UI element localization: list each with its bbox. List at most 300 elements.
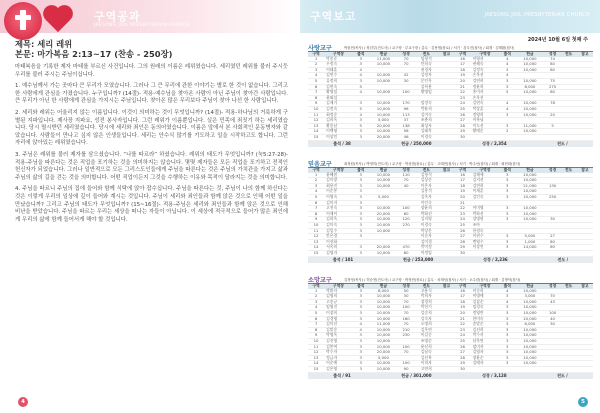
table-cell: 윤혜원 <box>324 173 353 178</box>
table-cell: 1 <box>308 289 324 294</box>
table-cell: 문인옥 <box>414 78 438 84</box>
column-header: 출석 <box>353 52 369 57</box>
table-cell: 100 <box>398 361 414 367</box>
table-cell: 5 <box>353 123 369 129</box>
table-cell: 15 <box>308 134 324 140</box>
column-header: 전도 <box>561 284 577 289</box>
table-cell: 고진숙 <box>324 206 353 212</box>
table-cell: 최성자 <box>414 123 438 129</box>
table-cell <box>471 250 500 256</box>
table-cell: 황명임 <box>414 90 438 96</box>
table-cell: 3 <box>353 118 369 124</box>
table-cell: 고송규 <box>324 299 353 305</box>
table-cell: 3 <box>499 173 515 178</box>
table-cell: 18 <box>454 299 470 305</box>
column-header: 구역 <box>308 168 324 173</box>
table-cell: 18 <box>454 183 470 189</box>
table-cell: 3 <box>353 305 369 311</box>
table-cell: 4 <box>499 299 515 305</box>
table-cell: 이상언 <box>471 245 500 251</box>
table-cell: 권해숙 <box>471 62 500 68</box>
table-cell: 11 <box>308 228 324 234</box>
column-header: 성경 <box>398 52 414 57</box>
table-row <box>308 366 593 372</box>
table-cell: 최용진 <box>324 183 353 189</box>
table-cell: 16 <box>454 173 470 178</box>
left-header-subtitle: JAESONG JOIL PRESBYTERIAN CHURCH <box>94 23 190 28</box>
lesson-paragraph: 4. 주님을 따르니 주님의 집에 들어와 함께 식탁에 앉아 잡수십니다. 주님을 따른다는 것, 주님이 나의 함께 하신다는 것은 이렇게 우리의 일상에 깊이 들어와 계시는 것입니다. 주님이 세리와 죄인들과 함께 앉은 것으로 인해 어떤 일을 만났습니까? 그리고 주님의 태도가 무엇입니까? (15~16절)- 적용-주님은 세리와 죄인들과 함께 앉은 것으로 인해 비난을 받았습니다. 주님을 따르는 우리는 세상을 떠나는 자들이 아닙니다. 이 세상에 적극적으로 들어가 많은 죄인에게 우리의 삶에 함께 들어서게 해야 할 것입니다. <box>15 186 288 223</box>
table-cell: 김연수 <box>324 73 353 79</box>
table-cell: 5,000 <box>369 194 398 200</box>
table-cell: 3 <box>353 129 369 135</box>
table-cell: 96 <box>398 106 414 112</box>
table-cell: 3 <box>499 344 515 350</box>
summary-value: 전도 / <box>557 372 568 378</box>
table-cell: 6 <box>308 316 324 322</box>
table-cell: 윤선희 <box>414 344 438 350</box>
table-cell: 28 <box>454 239 470 245</box>
table-cell: 13 <box>308 123 324 129</box>
column-header: 구역장 <box>471 52 500 57</box>
table-cell: 8 <box>308 95 324 101</box>
column-header: 구역 <box>454 52 470 57</box>
table-cell: 70 <box>398 57 414 62</box>
table-cell: 3 <box>353 366 369 372</box>
table-cell: 김미숙 <box>414 112 438 118</box>
table-cell: 3 <box>353 338 369 344</box>
table-cell: 20,000 <box>369 134 398 140</box>
table-cell: 80 <box>545 62 561 68</box>
table-cell: 27 <box>454 118 470 124</box>
table-cell: 9 <box>308 333 324 339</box>
table-cell: 4 <box>499 289 515 294</box>
table-cell: 10,000 <box>515 90 544 96</box>
table-cell: 박하선 <box>471 211 500 217</box>
column-header: 구역 <box>308 284 324 289</box>
table-cell: 3 <box>499 206 515 212</box>
table-cell: 20,000 <box>369 245 398 251</box>
district-name: 믿음교구 <box>308 161 332 168</box>
table-cell: 이순애 <box>324 361 353 367</box>
table-cell: 21,000 <box>515 183 544 189</box>
column-header: 참고 <box>438 284 454 289</box>
table-cell: 2 <box>308 178 324 184</box>
table-cell: 3 <box>499 316 515 322</box>
table-cell <box>438 366 454 372</box>
table-cell: 22 <box>454 90 470 96</box>
column-header: 참고 <box>438 52 454 57</box>
table-cell: 이선화 <box>324 239 353 245</box>
lesson-paragraph: 1. 예수님께서 가는 곳마다 큰 무리가 모였습니다. 그러나 그 큰 무리에 관한 이야기는 별로 한 것이 없습니다. 그리고 한 사람에게 관심을 가졌습니다. 누구입니까? (14절)- 적용-예수님을 찾아온 사람이 아닌 주님이 찾아간 사람입니다. 큰 무리가 아닌 한 사람에게 관심을 가지시는 주님입니다. 찾아온 많은 무리보다 주님이 찾아 나선 한 사람입니다. <box>15 83 288 105</box>
table-cell: 3 <box>353 178 369 184</box>
table-cell: 100 <box>545 310 561 316</box>
table-cell: 10,000 <box>369 333 398 339</box>
table-cell: 이창희 <box>324 310 353 316</box>
district-summary <box>308 257 593 263</box>
table-cell: 26 <box>454 344 470 350</box>
table-cell: 임미자 <box>471 344 500 350</box>
table-cell: 46 <box>398 134 414 140</box>
table-cell: 80 <box>398 250 414 256</box>
table-cell <box>545 366 561 372</box>
table-cell: 김영희 <box>324 294 353 300</box>
table-cell: 이순봉 <box>324 189 353 195</box>
table-cell: 3 <box>353 62 369 68</box>
table-cell: 100 <box>398 206 414 212</box>
table-cell: 10,000 <box>369 344 398 350</box>
report-table <box>308 284 593 373</box>
table-cell: 70 <box>398 310 414 316</box>
table-cell: 5 <box>308 194 324 200</box>
table-cell: 10 <box>308 338 324 344</box>
right-header-title: 구역보고 <box>310 10 357 23</box>
table-cell: 김희옥 <box>324 217 353 223</box>
table-cell: 김숙자 <box>414 316 438 322</box>
table-cell: 임경숙 <box>471 305 500 311</box>
table-cell: 박환자 <box>324 289 353 294</box>
table-cell: 4 <box>308 73 324 79</box>
lesson-paragraph: 마태복음을 기록한 제자 마태를 부르신 사건입니다. 그의 원래의 이름은 레위였습니다. 세리였던 레위를 불러 주시듯 우리를 불러 주시는 주님이십니다. <box>15 64 288 78</box>
table-cell: 이인숙 <box>414 200 438 206</box>
district-section <box>308 276 593 379</box>
table-cell: 14 <box>308 129 324 135</box>
column-header: 구역장 <box>471 168 500 173</box>
table-cell: 16 <box>454 289 470 294</box>
table-cell: 남옥연 <box>471 338 500 344</box>
table-cell: 10,000 <box>369 178 398 184</box>
table-cell: 21 <box>454 316 470 322</box>
table-cell: 박종준 <box>324 57 353 62</box>
table-cell: 18 <box>454 67 470 73</box>
report-table <box>308 52 593 141</box>
table-cell: 김태옥 <box>414 129 438 135</box>
table-cell: 10,000 <box>515 327 544 333</box>
column-header: 출석 <box>499 284 515 289</box>
table-cell <box>471 366 500 372</box>
right-page <box>300 0 600 413</box>
summary-value: 성경 / 2,354 <box>482 140 507 146</box>
table-cell: 김영자 <box>471 350 500 356</box>
table-cell: 최정순 <box>324 112 353 118</box>
summary-value: 헌금 / 253,000 <box>403 256 434 262</box>
table-cell: 14,000 <box>515 245 544 251</box>
table-cell: 3 <box>499 217 515 223</box>
table-cell: 10,000 <box>515 206 544 212</box>
table-cell: 10,000 <box>369 90 398 96</box>
table-cell: 12 <box>308 350 324 356</box>
table-cell: 김재기 <box>324 101 353 107</box>
table-cell: 김옥자 <box>414 194 438 200</box>
table-cell: 24 <box>454 217 470 223</box>
column-header: 출석 <box>499 168 515 173</box>
table-cell: 3 <box>353 361 369 367</box>
table-cell: 김연숙 <box>324 84 353 90</box>
table-cell: 3 <box>353 234 369 240</box>
column-header: 출석 <box>499 52 515 57</box>
district-summary <box>308 373 593 379</box>
table-cell: 17 <box>454 62 470 68</box>
table-cell: 10,000 <box>515 217 544 223</box>
table-cell: 10,000 <box>369 217 398 223</box>
column-header: 헌금 <box>515 168 544 173</box>
table-cell: 김말순 <box>324 327 353 333</box>
lesson-paragraph: 3. 주님은 레위를 불러 제자를 삼으셨습니다. “나를 따르라” 하셨습니다. 레위의 태도가 무엇입니까? (눅5:27-28)- 적용-주님을 따른다는 것은 직업을 포기하는 것을 의미하지는 않습니다. 몇몇 제자들은 모든 직업을 포기하고 전적인 헌신자가 되었습니다. 그러나 일반적으로 모든 그리스도인들에게 주님을 따른다는 것은 주님의 가치관을 가지고 삶과 주님의 삶의 길을 걷는 것을 의미합니다. 어떤 직업이든지 그것을 수행하는 이유와 목적이 달라지는 것을 의미합니다. <box>15 151 288 181</box>
table-cell: 160 <box>398 316 414 322</box>
table-cell: 김정숙 <box>324 106 353 112</box>
table-cell: 30 <box>545 217 561 223</box>
column-header: 구역장 <box>324 284 353 289</box>
table-cell: 3 <box>353 217 369 223</box>
table-cell: 박상훈 <box>471 106 500 112</box>
table-cell <box>515 366 544 372</box>
table-cell: 이제이 <box>324 211 353 217</box>
table-cell: 5 <box>308 310 324 316</box>
table-cell <box>545 134 561 140</box>
district-name: 소망교구 <box>308 277 332 284</box>
table-cell: 3 <box>353 211 369 217</box>
table-cell: 10,000 <box>369 78 398 84</box>
table-cell: 이경숙 <box>414 134 438 140</box>
table-cell: 이순희 <box>471 289 500 294</box>
column-header: 구역 <box>454 284 470 289</box>
table-cell: 3 <box>499 178 515 184</box>
table-cell: 김순희 <box>414 310 438 316</box>
table-cell: 김지영 <box>414 217 438 223</box>
table-row <box>308 134 593 140</box>
table-cell: 5 <box>353 84 369 90</box>
table-cell: 10,000 <box>369 101 398 107</box>
table-cell: 한미숙 <box>471 316 500 322</box>
table-cell: 김일수 <box>324 228 353 234</box>
table-cell: 30 <box>454 134 470 140</box>
table-cell: 황매순 <box>471 129 500 135</box>
table-cell: 오명희 <box>414 322 438 328</box>
column-header: 전도 <box>414 168 438 173</box>
table-cell: 60 <box>545 67 561 73</box>
table-cell: 10,000 <box>515 62 544 68</box>
table-cell: 28 <box>454 355 470 361</box>
table-cell: 박희자 <box>414 294 438 300</box>
table-cell: 박화선 <box>414 211 438 217</box>
table-cell: 8,000 <box>515 84 544 90</box>
table-cell: 10,000 <box>515 112 544 118</box>
table-cell: 7 <box>308 90 324 96</box>
table-cell: 김미경 <box>414 239 438 245</box>
table-cell: 10,000 <box>515 344 544 350</box>
table-cell: 4 <box>353 67 369 73</box>
table-cell: 10,000 <box>369 106 398 112</box>
table-cell: 송말순 <box>471 322 500 328</box>
table-cell: 11 <box>308 112 324 118</box>
table-cell: 27 <box>545 234 561 240</box>
table-cell: 3 <box>353 189 369 195</box>
table-cell: 3 <box>499 327 515 333</box>
table-cell: 43 <box>545 299 561 305</box>
table-cell: 이현수 <box>471 234 500 240</box>
table-cell: 이정임 <box>414 250 438 256</box>
table-cell: 3 <box>308 67 324 73</box>
table-cell: 조명순 <box>414 338 438 344</box>
table-cell: 16 <box>454 57 470 62</box>
table-cell: 3 <box>353 228 369 234</box>
table-cell: 60 <box>545 90 561 96</box>
table-cell: 20 <box>454 310 470 316</box>
table-cell: 10,000 <box>369 183 398 189</box>
table-cell: 4 <box>353 112 369 118</box>
table-cell: 22 <box>454 206 470 212</box>
table-cell: 10,000 <box>369 206 398 212</box>
table-cell: 23 <box>454 211 470 217</box>
column-header: 성경 <box>398 284 414 289</box>
table-cell: 3 <box>353 134 369 140</box>
table-cell: 김명자 <box>324 250 353 256</box>
table-cell: 홍미자 <box>471 90 500 96</box>
table-cell: 김정자 <box>414 73 438 79</box>
table-cell: 10 <box>308 106 324 112</box>
table-cell: 470 <box>398 245 414 251</box>
table-cell: 3 <box>499 123 515 129</box>
table-cell <box>577 250 593 256</box>
table-cell: 20,000 <box>369 123 398 129</box>
table-cell <box>499 250 515 256</box>
column-header: 성경 <box>398 168 414 173</box>
table-cell: 4 <box>499 62 515 68</box>
table-cell: 변영수 <box>471 239 500 245</box>
column-header: 출석 <box>353 284 369 289</box>
table-cell: 21 <box>454 84 470 90</box>
summary-value: 헌금 / 301,000 <box>401 372 432 378</box>
column-header: 성경 <box>545 168 561 173</box>
table-cell: 임형석 <box>414 57 438 62</box>
table-cell: 80 <box>545 239 561 245</box>
table-cell: 10,000 <box>369 222 398 228</box>
column-header: 전도 <box>561 168 577 173</box>
table-cell: 70 <box>398 299 414 305</box>
table-cell: 박수자 <box>471 333 500 339</box>
table-cell: 20 <box>454 78 470 84</box>
table-cell: 25 <box>454 106 470 112</box>
table-cell: 임정숙 <box>414 101 438 107</box>
table-cell: 이백평 <box>324 129 353 135</box>
table-cell: 3 <box>353 316 369 322</box>
table-cell: 이재훈 <box>471 189 500 195</box>
column-header: 구역장 <box>471 284 500 289</box>
table-cell: 권경자 <box>414 67 438 73</box>
table-cell: 100 <box>398 344 414 350</box>
table-cell: 5,000 <box>369 118 398 124</box>
column-header: 구역장 <box>324 168 353 173</box>
table-cell: 이영자 <box>471 57 500 62</box>
table-cell: 3 <box>353 78 369 84</box>
table-cell: 4 <box>353 73 369 79</box>
table-cell: 8 <box>308 211 324 217</box>
table-cell: 10,000 <box>515 333 544 339</box>
table-cell: 김옥연 <box>414 327 438 333</box>
table-cell: 30 <box>545 322 561 328</box>
column-header: 참고 <box>577 168 593 173</box>
table-cell: 29 <box>454 245 470 251</box>
table-cell: 113 <box>398 112 414 118</box>
table-cell: 3 <box>499 294 515 300</box>
district-section <box>308 44 593 147</box>
table-cell: 20,000 <box>369 350 398 356</box>
table-cell <box>471 134 500 140</box>
table-cell: 김경영 <box>324 316 353 322</box>
table-cell: 10,000 <box>515 173 544 178</box>
table-cell: 3 <box>499 333 515 339</box>
district-roles: 최정원(목사) / 박영미(전도사) / 교구장 · 박상범(장로) / 총무 · 고태연(집사) / 서기 · 박주선(집사) / 회계 · 최현화(집사) <box>344 162 521 166</box>
table-cell: 7 <box>308 322 324 328</box>
table-cell: 이상민 <box>324 134 353 140</box>
table-cell: 1,000 <box>515 239 544 245</box>
table-cell: 김희옥 <box>324 118 353 124</box>
table-cell <box>499 366 515 372</box>
report-date: 2024년 10월 6일 첫째 주 <box>527 37 588 43</box>
table-cell: 90 <box>398 366 414 372</box>
table-cell: 11 <box>308 344 324 350</box>
table-cell: 4 <box>353 322 369 328</box>
table-cell: 10,000 <box>515 194 544 200</box>
table-cell: 이영숙 <box>324 194 353 200</box>
district-name: 사랑교구 <box>308 45 332 52</box>
column-header: 참고 <box>438 168 454 173</box>
table-cell: 28 <box>454 123 470 129</box>
left-header <box>0 0 300 33</box>
table-cell: 2 <box>499 129 515 135</box>
table-cell: 19 <box>454 305 470 311</box>
summary-value: 출석 / 101 <box>332 256 354 262</box>
table-cell: 10,000 <box>369 305 398 311</box>
table-cell: 고연희 <box>414 366 438 372</box>
table-cell: 3 <box>499 338 515 344</box>
table-cell: 10,000 <box>515 338 544 344</box>
table-cell: 김인숙 <box>471 194 500 200</box>
table-cell: 130 <box>545 183 561 189</box>
table-cell: 20 <box>545 112 561 118</box>
table-cell: 10,000 <box>369 112 398 118</box>
table-cell: 3 <box>353 310 369 316</box>
table-cell: 이순자 <box>414 234 438 240</box>
table-cell: 3 <box>499 189 515 195</box>
table-cell: 1 <box>308 173 324 178</box>
table-cell <box>561 250 577 256</box>
table-cell: 장윤순 <box>471 355 500 361</box>
table-cell: 10,000 <box>515 189 544 195</box>
table-cell: 3 <box>353 194 369 200</box>
table-cell: 안희숙 <box>414 62 438 68</box>
table-cell: 5 <box>499 90 515 96</box>
table-cell: 3 <box>353 200 369 206</box>
table-cell: 김미랑 <box>324 178 353 184</box>
table-cell: 120 <box>398 217 414 223</box>
table-cell: 김남숙 <box>414 350 438 356</box>
table-cell: 박윤희 <box>414 106 438 112</box>
table-cell: 이희자 <box>414 361 438 367</box>
table-cell: 70 <box>398 178 414 184</box>
table-cell: 14 <box>308 361 324 367</box>
table-cell: 3 <box>353 173 369 178</box>
table-cell: 6 <box>308 84 324 90</box>
summary-value: 전도 / <box>557 140 568 146</box>
table-cell: 3 <box>499 310 515 316</box>
table-cell: 김선복 <box>414 355 438 361</box>
table-cell: 5 <box>353 106 369 112</box>
table-cell <box>561 366 577 372</box>
table-cell: 14 <box>308 245 324 251</box>
table-cell: 1 <box>308 57 324 62</box>
table-cell: 25 <box>454 222 470 228</box>
table-cell: 3 <box>353 101 369 107</box>
